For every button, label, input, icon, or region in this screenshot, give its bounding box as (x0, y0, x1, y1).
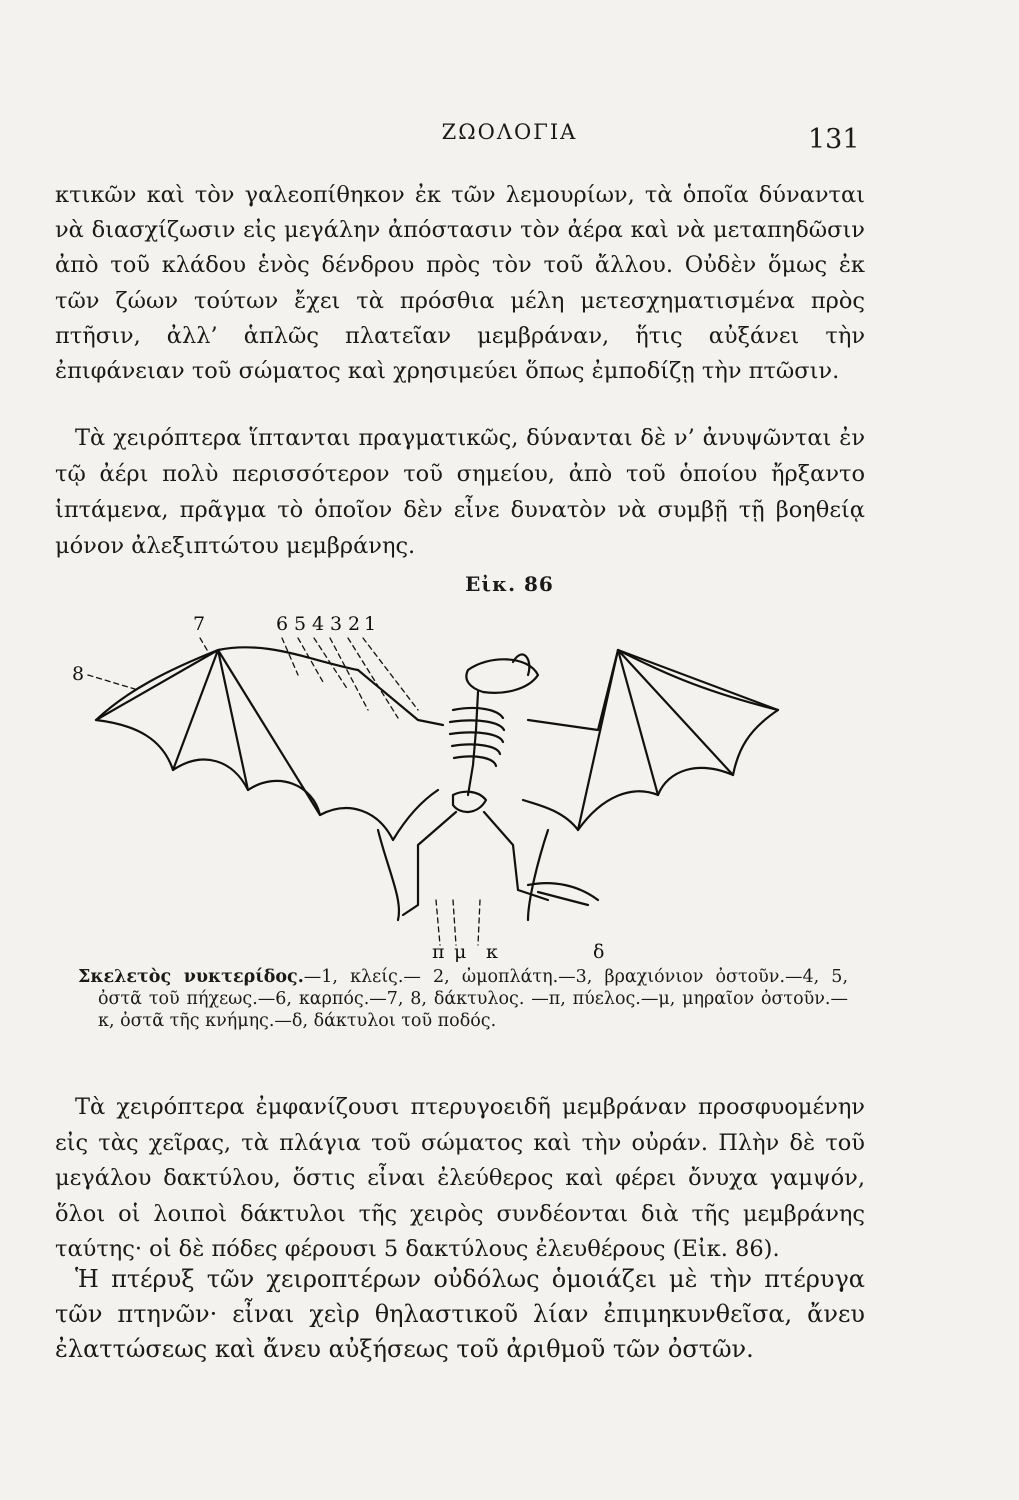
figure-label-2: 2 (348, 613, 361, 635)
figure-caption (78, 966, 848, 1032)
paragraph-2: Τὰ χειρόπτερα ἵπτανται πραγματικῶς, δύνανται δὲ ν’ ἀνυψῶνται ἐν τῷ ἀέρι πολὺ περισσότερον τοῦ σημείου, ἀπὸ τοῦ ὁποίου ἤρξαντο ἱπτάμενα, πρᾶγμα τὸ ὁποῖον δὲν εἶνε δυνατὸν νὰ συμβῇ τῇ βοηθείᾳ μόνον ἀλεξιπτώτου μεμβράνης. (55, 425, 865, 559)
right-foot (528, 883, 598, 905)
tail-membrane (378, 830, 548, 920)
figure-label-pi: π (432, 941, 445, 963)
paragraph-4: Ἡ πτέρυξ τῶν χειροπτέρων οὐδόλως ὁμοιάζει μὲ τὴν πτέρυγα τῶν πτηνῶν· εἶναι χεὶρ θηλαστικοῦ λίαν ἐπιμηκυνθεῖσα, ἄνευ ἐλαττώσεως καὶ ἄνευ αὐξήσεως τοῦ ἀριθμοῦ τῶν ὀστῶν. (55, 1265, 865, 1363)
left-wing-finger-bones (96, 647, 358, 815)
page-number: 131 (808, 124, 860, 155)
figure-label-6: 6 (276, 613, 289, 635)
figure-label-3: 3 (330, 613, 343, 635)
right-wing-membrane (523, 650, 778, 830)
left-wing-membrane (96, 650, 438, 840)
figure-label-5: 5 (294, 613, 307, 635)
caption-text: —1, κλείς.— 2, ὠμοπλάτη.—3, βραχιόνιον ὀστοῦν.—4, 5, ὀστᾶ τοῦ πήχεως.—6, καρπός.—7, 8, δάκτυλος. —π, πύελος.—μ, μηραῖον ὀστοῦν.—κ, ὀστᾶ τῆς κνήμης.—δ, δάκτυλοι τοῦ ποδός. (98, 967, 849, 1031)
left-forearm (358, 670, 443, 725)
figure-label-kappa: κ (486, 941, 498, 963)
figure-label-7: 7 (193, 613, 206, 635)
figure-label-1: 1 (364, 613, 377, 635)
right-forearm (528, 650, 618, 730)
figure-label-delta: δ (593, 941, 605, 963)
figure-title: Εἰκ. 86 (465, 572, 554, 596)
caption-lead: Σκελετὸς νυκτερίδος. (78, 967, 304, 987)
figure-label-8: 8 (72, 663, 85, 685)
right-leg (484, 812, 548, 900)
running-title: ΖΩΟΛΟΓΙΑ (441, 120, 578, 144)
bat-skeleton-figure (58, 600, 858, 970)
paragraph-3: Τὰ χειρόπτερα ἐμφανίζουσι πτερυγοειδῆ μεμβράναν προσφυομένην εἰς τὰς χεῖρας, τὰ πλάγια τοῦ σώματος καὶ τὴν οὐράν. Πλὴν δὲ τοῦ μεγάλου δακτύλου, ὅστις εἶναι ἐλεύθερος καὶ φέρει ὄνυχα γαμψόν, ὅλοι οἱ λοιποὶ δάκτυλοι τῆς χειρὸς συνδέονται διὰ τῆς μεμβράνης ταύτης· οἱ δὲ πόδες φέρουσι 5 δακτύλους ἐλευθέρους (Εἰκ. 86). (55, 1094, 865, 1262)
left-leg (403, 812, 456, 915)
paragraph-1: κτικῶν καὶ τὸν γαλεοπίθηκον ἐκ τῶν λεμουρίων, τὰ ὁποῖα δύνανται νὰ διασχίζωσιν εἰς μεγάλην ἀπόστασιν τὸν ἀέρα καὶ νὰ μεταπηδῶσιν ἀπὸ τοῦ κλάδου ἑνὸς δένδρου πρὸς τὸν τοῦ ἄλλου. Οὐδὲν ὅμως ἐκ τῶν ζώων τούτων ἔχει τὰ πρόσθια μέλη μετεσχηματισμένα πρὸς πτῆσιν, ἀλλ’ ἁπλῶς πλατεῖαν μεμβράναν, ἥτις αὐξάνει τὴν ἐπιφάνειαν τοῦ σώματος καὶ χρησιμεύει ὅπως ἐμποδίζῃ τὴν πτῶσιν. (55, 182, 865, 385)
figure-label-mu: μ (454, 941, 467, 963)
figure-label-4: 4 (312, 613, 325, 635)
skull (466, 659, 538, 693)
pelvis (453, 792, 486, 812)
